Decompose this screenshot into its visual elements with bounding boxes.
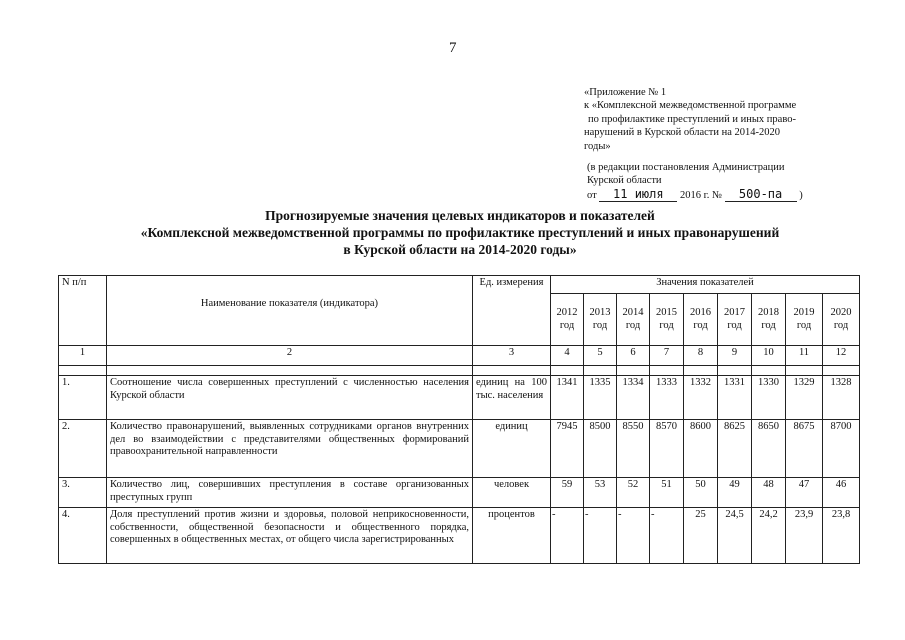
value-cell: 8650 <box>752 420 786 478</box>
value-cell: 8700 <box>823 420 860 478</box>
value-cell: - <box>584 508 617 564</box>
appendix-note <box>584 86 864 153</box>
handwritten-number: 500-па <box>725 188 797 202</box>
value-cell: 1333 <box>650 376 684 420</box>
value-cell: 49 <box>718 478 752 508</box>
col-number: 8 <box>684 346 718 366</box>
value-cell: 8550 <box>617 420 650 478</box>
value-cell: 1335 <box>584 376 617 420</box>
row-name: Соотношение числа совершенных преступлений с численностью населения Курской области <box>107 376 473 420</box>
row-name: Доля преступлений против жизни и здоровья, половой неприкосновенности, собственности, общественной безопасности и общественного порядка, совершенных в общественных местах, от общего числа зарегистрированных <box>107 508 473 564</box>
table-row <box>59 420 860 478</box>
col-number: 10 <box>752 346 786 366</box>
col-number: 11 <box>786 346 823 366</box>
value-cell: 25 <box>684 508 718 564</box>
value-cell: - <box>650 508 684 564</box>
year-header: 2013 год <box>584 294 617 346</box>
year-label: 2016 г. № <box>679 189 722 201</box>
col-number: 12 <box>823 346 860 366</box>
value-cell: 52 <box>617 478 650 508</box>
value-cell: 23,9 <box>786 508 823 564</box>
from-label: от <box>587 189 597 201</box>
value-cell: 59 <box>551 478 584 508</box>
value-cell: 23,8 <box>823 508 860 564</box>
appendix-line: «Приложение № 1 <box>584 87 667 98</box>
col-number: 1 <box>59 346 107 366</box>
value-cell: 46 <box>823 478 860 508</box>
col-number: 9 <box>718 346 752 366</box>
document-title <box>60 207 860 258</box>
edition-date-line <box>587 188 803 202</box>
year-header: 2019 год <box>786 294 823 346</box>
value-cell: 8570 <box>650 420 684 478</box>
col-number: 7 <box>650 346 684 366</box>
value-cell: 1341 <box>551 376 584 420</box>
row-name: Количество правонарушений, выявленных сотрудниками органов внутренних дел во взаимодействии с представителями общественных формирований правоохранительной направленности <box>107 420 473 478</box>
value-cell: 24,5 <box>718 508 752 564</box>
value-cell: 8600 <box>684 420 718 478</box>
value-cell: - <box>551 508 584 564</box>
table-row <box>59 376 860 420</box>
year-header: 2015 год <box>650 294 684 346</box>
header-num: N п/п <box>59 276 107 346</box>
year-header: 2018 год <box>752 294 786 346</box>
value-cell: 8675 <box>786 420 823 478</box>
edition-note <box>587 161 803 202</box>
edition-line: (в редакции постановления Администрации <box>587 162 785 173</box>
year-header: 2012 год <box>551 294 584 346</box>
year-header: 2016 год <box>684 294 718 346</box>
handwritten-date: 11 июля <box>599 188 677 202</box>
appendix-line: по профилактике преступлений и иных право- <box>588 113 796 125</box>
page-number: 7 <box>449 40 457 56</box>
col-number: 3 <box>473 346 551 366</box>
row-num: 4. <box>59 508 107 564</box>
value-cell: 1331 <box>718 376 752 420</box>
title-line: Прогнозируемые значения целевых индикаторов и показателей <box>265 208 655 223</box>
value-cell: 48 <box>752 478 786 508</box>
header-unit: Ед. измерения <box>473 276 551 346</box>
value-cell: 1330 <box>752 376 786 420</box>
value-cell: - <box>617 508 650 564</box>
title-line: в Курской области на 2014-2020 годы» <box>343 242 577 257</box>
value-cell: 1332 <box>684 376 718 420</box>
appendix-line: нарушений в Курской области на 2014-2020 <box>584 127 781 139</box>
col-number: 6 <box>617 346 650 366</box>
year-header: 2020 год <box>823 294 860 346</box>
row-num: 3. <box>59 478 107 508</box>
value-cell: 1329 <box>786 376 823 420</box>
value-cell: 1334 <box>617 376 650 420</box>
row-unit: единиц <box>473 420 551 478</box>
value-cell: 8500 <box>584 420 617 478</box>
value-cell: 1328 <box>823 376 860 420</box>
row-name: Количество лиц, совершивших преступления в составе организованных преступных групп <box>107 478 473 508</box>
column-numbers-row <box>59 346 860 366</box>
appendix-line: к «Комплексной межведомственной программе <box>584 100 797 112</box>
year-header: 2017 год <box>718 294 752 346</box>
table-row <box>59 508 860 564</box>
edition-line: Курской области <box>587 175 662 187</box>
close-paren: ) <box>799 189 803 201</box>
value-cell: 8625 <box>718 420 752 478</box>
row-unit: человек <box>473 478 551 508</box>
value-cell: 53 <box>584 478 617 508</box>
row-unit: процентов <box>473 508 551 564</box>
value-cell: 24,2 <box>752 508 786 564</box>
value-cell: 51 <box>650 478 684 508</box>
row-num: 1. <box>59 376 107 420</box>
indicators-table <box>58 275 860 564</box>
col-number: 2 <box>107 346 473 366</box>
year-header: 2014 год <box>617 294 650 346</box>
col-number: 4 <box>551 346 584 366</box>
value-cell: 50 <box>684 478 718 508</box>
table-row <box>59 478 860 508</box>
header-values: Значения показателей <box>551 276 860 294</box>
header-name: Наименование показателя (индикатора) <box>107 276 473 346</box>
value-cell: 7945 <box>551 420 584 478</box>
row-unit: единиц на 100 тыс. населения <box>473 376 551 420</box>
row-num: 2. <box>59 420 107 478</box>
appendix-line: годы» <box>584 140 611 152</box>
title-line: «Комплексной межведомственной программы по профилактике преступлений и иных правонарушений <box>140 225 780 240</box>
value-cell: 47 <box>786 478 823 508</box>
col-number: 5 <box>584 346 617 366</box>
